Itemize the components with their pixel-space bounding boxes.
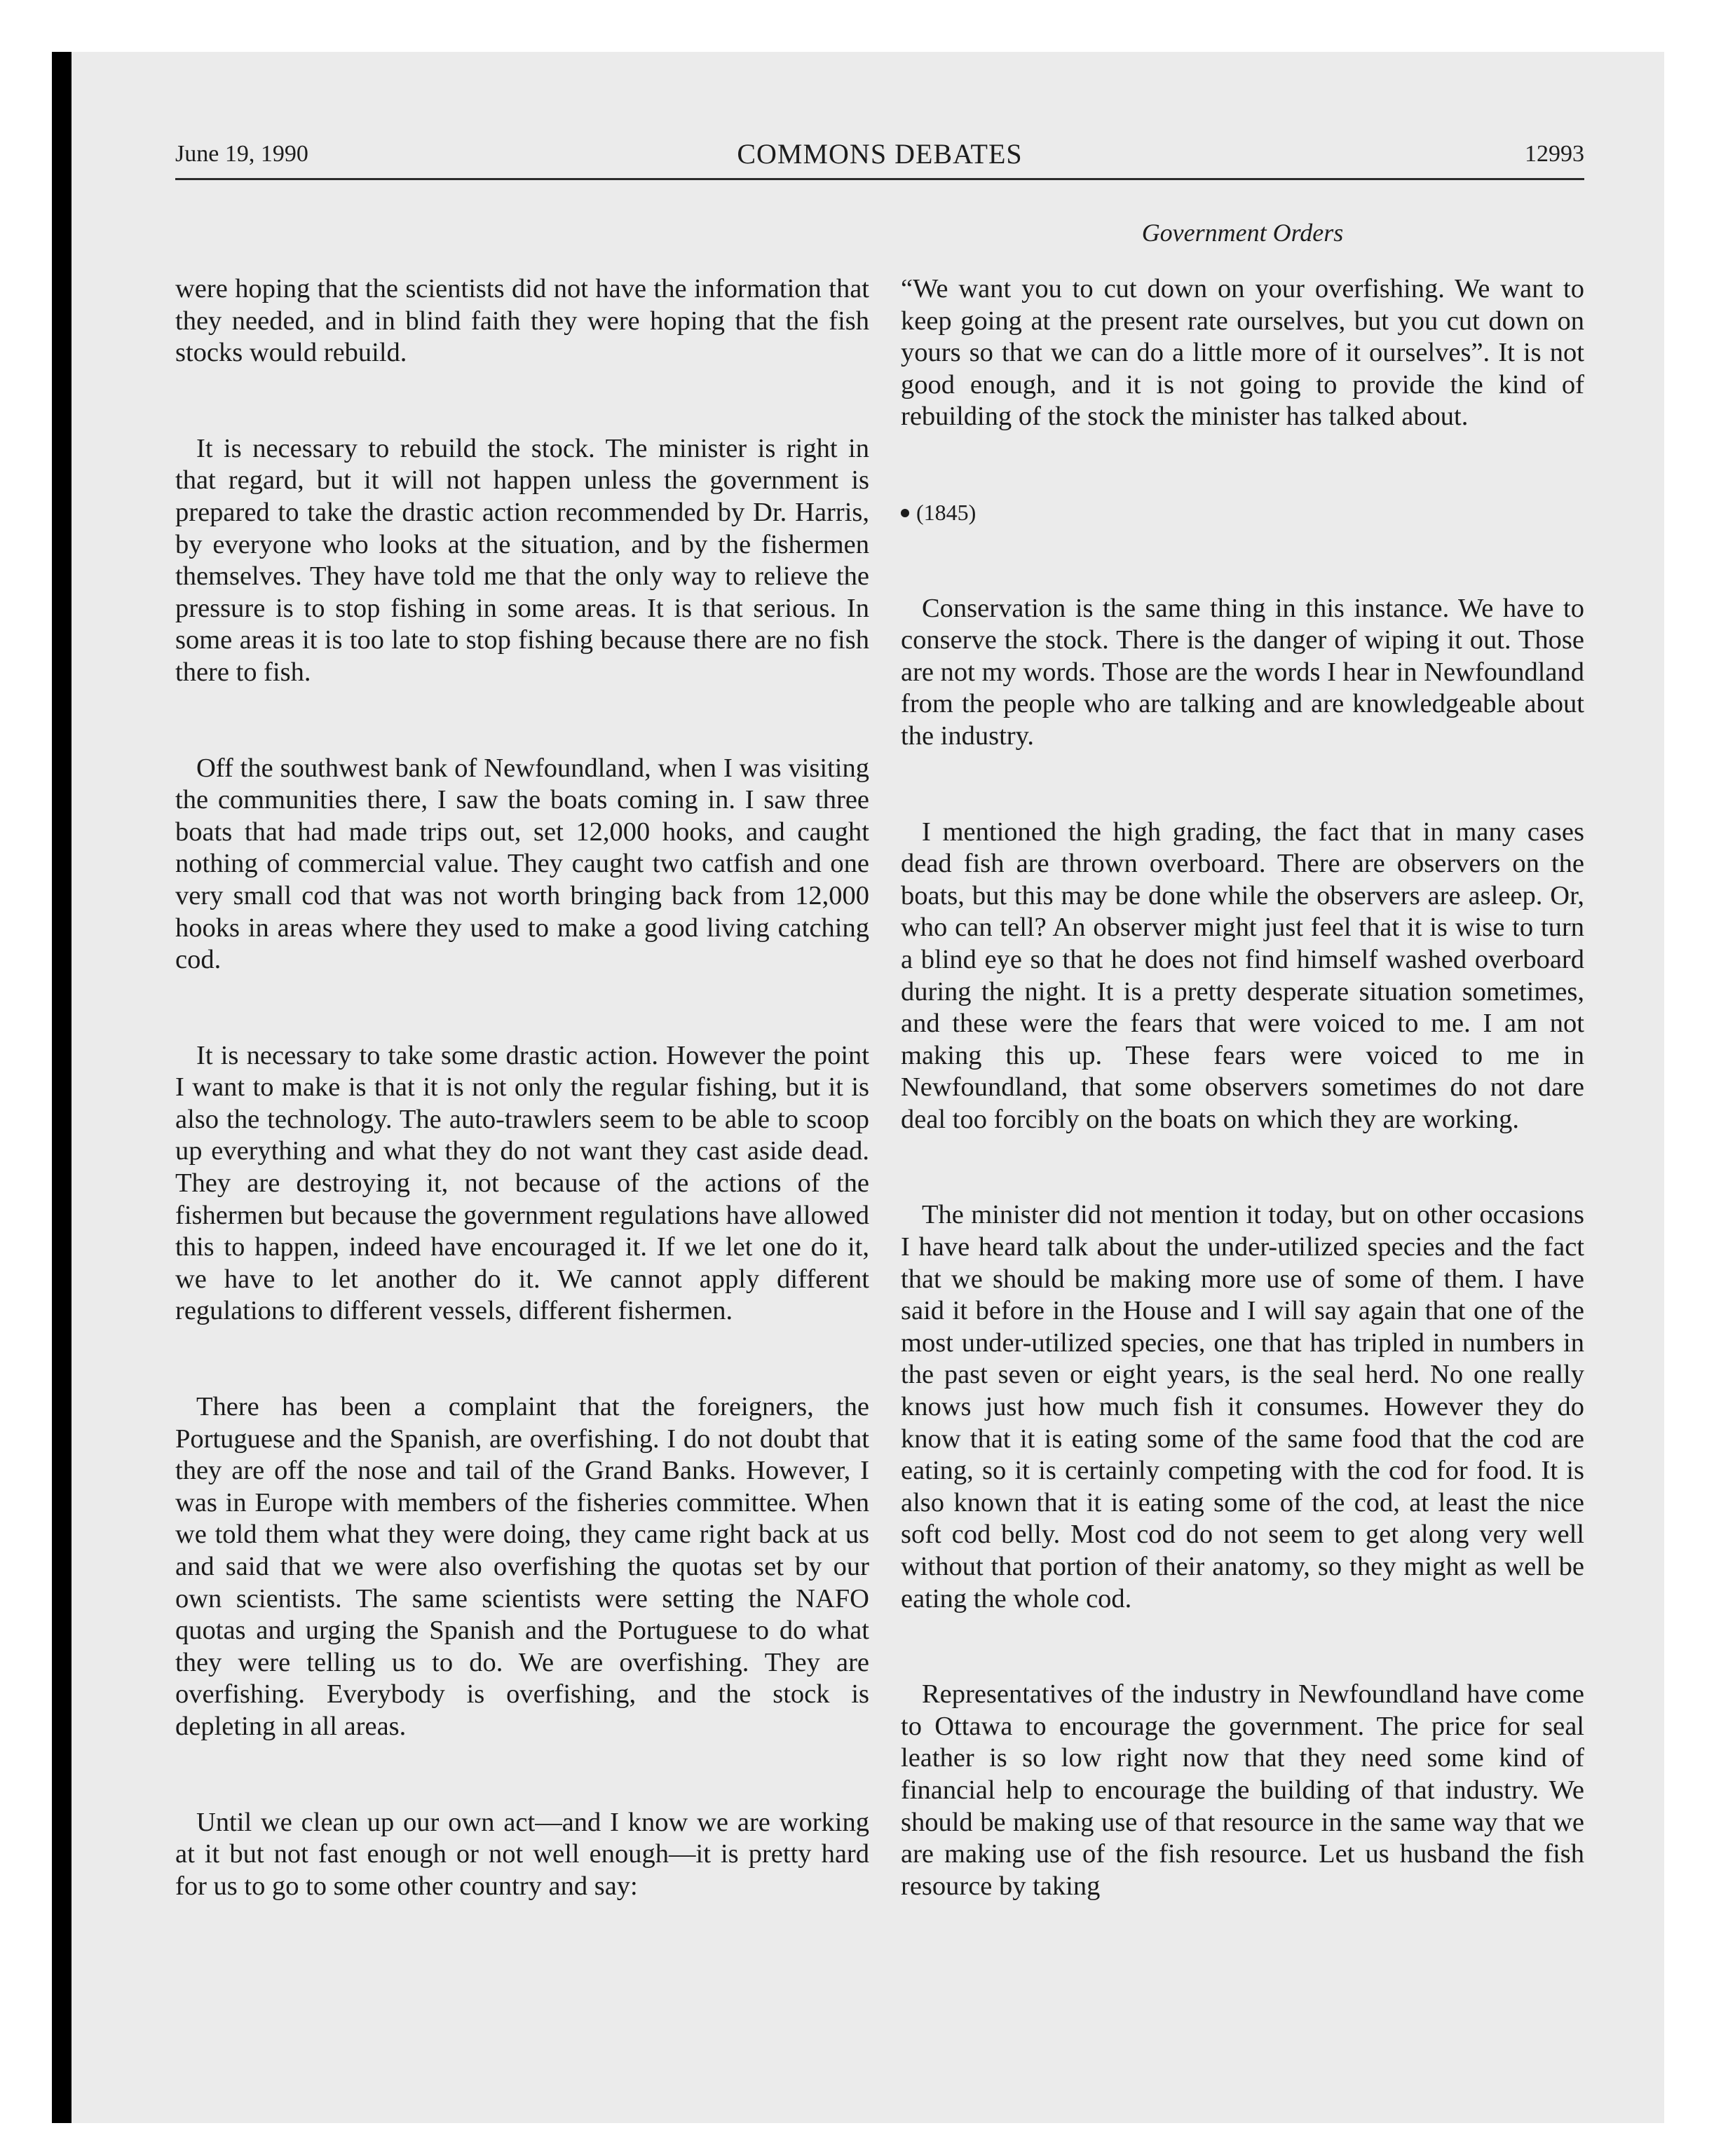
time-marker <box>901 497 1584 529</box>
header-page-number: 12993 <box>1525 141 1584 167</box>
header-publication: COMMONS DEBATES <box>737 138 1023 170</box>
section-heading: Government Orders <box>1141 219 1344 247</box>
paragraph: The minister did not mention it today, but on other occasions I have heard talk about the under-utilized species and the fact that we should be making more use of some of them. I have said it before in the House and I will say again that one of the most under-utilized species, one that has tripled in numbers in the past seven or eight years, is the seal herd. No one really knows just how much fish it consumes. However they do know that it is eating some of the same food that the cod are eating, so it is certainly competing with the cod for food. It is also known that it is eating some of the cod, at least the nice soft cod belly. Most cod do not seem to get along very well without that portion of their anatomy, so they might as well be eating the whole cod. <box>901 1200 1584 1613</box>
paragraph: were hoping that the scientists did not have the information that they needed, and in blind faith they were hoping that the fish stocks would rebuild. <box>175 274 869 368</box>
time-marker-label: (1845) <box>916 499 977 525</box>
paragraph: Conservation is the same thing in this instance. We have to conserve the stock. There is the danger of wiping it out. Those are not my words. Those are the words I hear in Newfoundland from the people who are talking and are knowledgeable about the industry. <box>901 593 1584 751</box>
paragraph: It is necessary to take some drastic action. However the point I want to make is that it is not only the regular fishing, but it is also the technology. The auto-trawlers seem to be able to scoop up everything and what they do not want they cast aside dead. They are destroying it, not because of the actions of the fishermen but because the government regulations have allowed this to happen, indeed have encouraged it. If we let one do it, we have to let another do it. We cannot apply different regulations to different vessels, different fishermen. <box>175 1040 869 1326</box>
paragraph: I mentioned the high grading, the fact that in many cases dead fish are thrown overboard. There are observers on the boats, but this may be done while the observers are asleep. Or, who can tell? An observer might just feel that it is wise to turn a blind eye so that he does not find himself washed overboard during the night. It is a pretty desperate situation sometimes, and these were the fears that were voiced to me. I am not making this up. These fears were voiced to me in Newfoundland, that some observers sometimes do not dare deal too forcibly on the boats on which they are working. <box>901 817 1584 1134</box>
scan-edge-shadow <box>52 52 72 2123</box>
paragraph: There has been a complaint that the foreigners, the Portuguese and the Spanish, are overfishing. I do not doubt that they are off the nose and tail of the Grand Banks. However, I was in Europe with members of the fisheries committee. When we told them what they were doing, they came right back at us and said that we were also overfishing the quotas set by our own scientists. The same scientists were setting the NAFO quotas and urging the Spanish and the Portuguese to do what they were telling us to do. We are overfishing. They are overfishing. Everybody is overfishing, and the stock is depleting in all areas. <box>175 1392 869 1741</box>
header-date: June 19, 1990 <box>175 141 308 167</box>
paragraph: It is necessary to rebuild the stock. The minister is right in that regard, but it will not happen unless the government is prepared to take the drastic action recommended by Dr. Harris, by everyone who looks at the situation, and by the fishermen themselves. They have told me that the only way to relieve the pressure is to stop fishing in some areas. It is that serious. In some areas it is too late to stop fishing because there are no fish there to fish. <box>175 433 869 687</box>
paragraph: “We want you to cut down on your overfishing. We want to keep going at the present rate ourselves, but you cut down on yours so that we can do a little more of it ourselves”. It is not good enough, and it is not going to provide the kind of rebuilding of the stock the minister has talked about. <box>901 274 1584 432</box>
paragraph: Representatives of the industry in Newfoundland have come to Ottawa to encourage the government. The price for seal leather is so low right now that they need some kind of financial help to encourage the building of that industry. We should be making use of that resource in the same way that we are making use of the fish resource. Let us husband the fish resource by taking <box>901 1679 1584 1901</box>
paragraph: Off the southwest bank of Newfoundland, when I was visiting the communities there, I saw the boats coming in. I saw three boats that had made trips out, set 12,000 hooks, and caught nothing of commercial value. They caught two catfish and one very small cod that was not worth bringing back from 12,000 hooks in areas where they used to make a good living catching cod. <box>175 753 869 975</box>
header-rule <box>175 178 1584 180</box>
bullet-icon <box>901 509 909 517</box>
paragraph: Until we clean up our own act—and I know we are working at it but not fast enough or not well enough—it is pretty hard for us to go to some other country and say: <box>175 1807 869 1901</box>
right-column <box>901 273 1584 1902</box>
running-head <box>175 139 1584 175</box>
left-column <box>175 273 869 1902</box>
